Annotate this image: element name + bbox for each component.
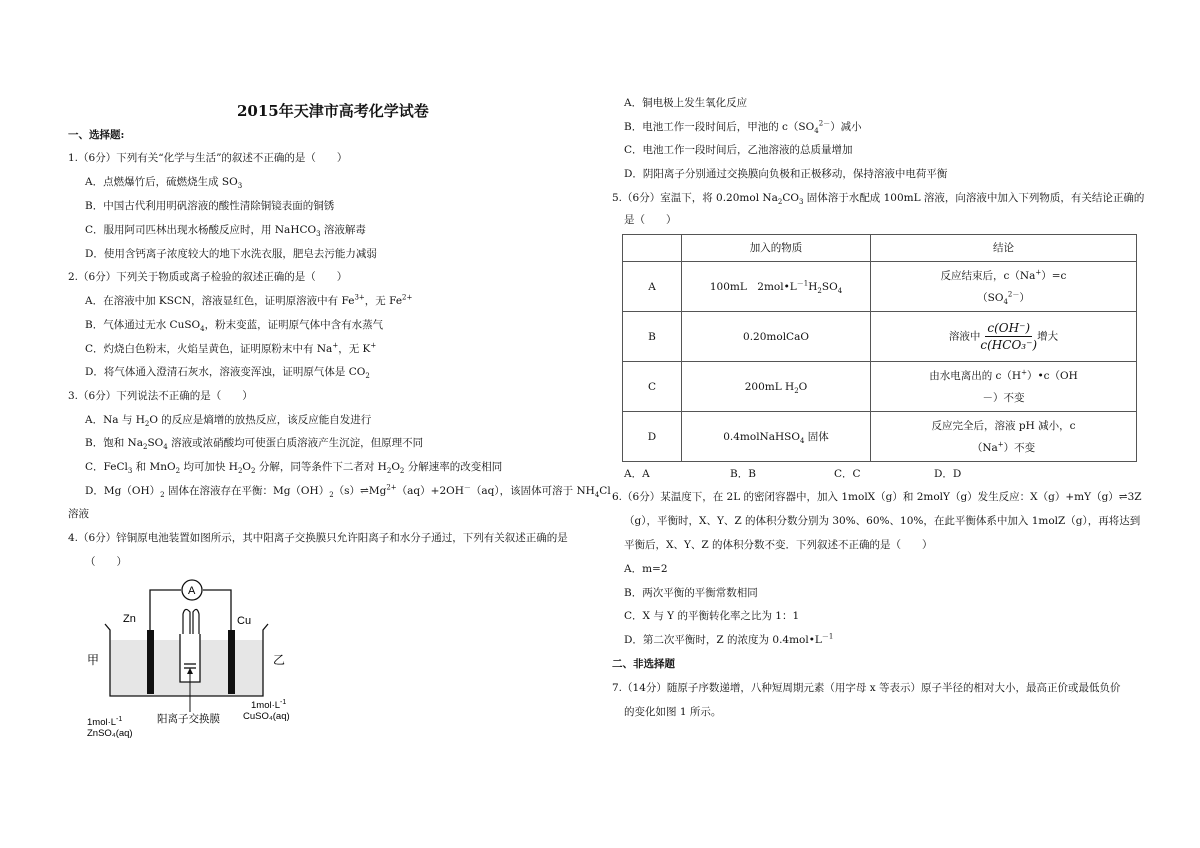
option-label: B — [623, 312, 682, 362]
left-cell-label: 甲 — [87, 653, 100, 667]
option-label: A — [623, 262, 682, 312]
right-cell-label: 乙 — [273, 653, 286, 667]
option-label: D — [623, 412, 682, 462]
header-cell: 加入的物质 — [682, 235, 871, 262]
q4-option-d: D．阴阳离子分别通过交换膜向负极和正极移动，保持溶液中电荷平衡 — [624, 168, 948, 180]
q5-stem-continued: 是（ ） — [624, 214, 677, 226]
q4-stem: 4.（6分）锌铜原电池装置如图所示，其中阳离子交换膜只允许阳离子和水分子通过，下列有关叙述正确的是 — [68, 532, 568, 544]
zinc-electrode — [147, 630, 154, 694]
membrane-pointer-arrow — [187, 668, 193, 674]
q1-option-b: B．中国古代利用明矾溶液的酸性清除铜镜表面的铜锈 — [85, 200, 335, 212]
q1-stem: 1.（6分）下列有关“化学与生活”的叙述不正确的是（ ） — [68, 152, 348, 164]
left-wire — [150, 590, 181, 647]
q5-answer-a: A．A — [624, 468, 650, 480]
left-solution-name: ZnSO₄(aq) — [87, 728, 133, 739]
q5-answer-b: B．B — [730, 468, 756, 480]
q5-answer-d: D．D — [934, 468, 962, 480]
q3-option-a: A．Na 与 $H_2O$ 的反应是熵增的放热反应，该反应能自发进行 — [85, 414, 372, 429]
copper-label: Cu — [237, 615, 252, 627]
concentration-ratio: $\frac{c(OH^-)}{\text{c(HCO₃⁻)}}$ — [980, 321, 1038, 352]
table-row — [623, 312, 1137, 362]
added-substance: 100mL $2mol•L^{-1}H_2SO_4$ — [682, 262, 871, 312]
q6-option-b: B．两次平衡的平衡常数相同 — [624, 587, 758, 599]
q6-option-d: D．第二次平衡时，Z 的浓度为 $0.4mol•L^{-1}$ — [624, 632, 834, 646]
conclusion: 反应结束后，c（Na+）=c $(SO_4^{2-})$ — [871, 262, 1137, 312]
conclusion: 由水电离出的 c（H+）•c（OH －）不变 — [871, 362, 1137, 412]
q6-stem: 6.（6分）某温度下，在 2L 的密闭容器中，加入 1molX（g）和 2molY（g）发生反应：X（g）+mY（g）⇌3Z — [612, 491, 1142, 503]
added-substance: 0.20molCaO — [682, 312, 871, 362]
ammeter-label: A — [188, 585, 196, 597]
table-row — [623, 262, 1137, 312]
q2-option-d: D．将气体通入澄清石灰水，溶液变浑浊，证明原气体是 $CO_2$ — [85, 366, 370, 381]
salt-tube — [183, 609, 199, 634]
q3-option-d: D．$Mg(OH)_2$ 固体在溶液存在平衡：$Mg(OH)_2(s)\rightleftharpoons Mg^{2+}(aq)+2OH^-(aq)$，该固体可溶于 $NH_4Cl$ — [85, 483, 611, 500]
right-wire — [203, 590, 231, 630]
membrane-label: 阳离子交换膜 — [157, 713, 220, 725]
copper-electrode — [228, 630, 235, 694]
q5-stem: 5.（6分）室温下，将 0.20mol $Na_2CO_3$ 固体溶于水配成 100mL 溶液，向溶液中加入下列物质，有关结论正确的 — [612, 192, 1145, 207]
q5-answer-c: C．C — [834, 468, 861, 480]
q6-stem-line-2: （g），平衡时，X、Y、Z 的体积分数分别为 30%、60%、10%，在此平衡体系中加入 1molZ（g），再将达到 — [624, 515, 1141, 527]
q7-stem: 7.（14分）随原子序数递增，八种短周期元素（用字母 x 等表示）原子半径的相对大小，最高正价或最低负价 — [612, 682, 1121, 694]
q2-option-c: C．灼烧白色粉末，火焰呈黄色，证明原粉末中有 Na+，无 K+ — [85, 341, 377, 355]
q4-option-c: C．电池工作一段时间后，乙池溶液的总质量增加 — [624, 144, 853, 156]
right-solution-conc: $1mol\cdot L^{-1}$ — [251, 699, 287, 711]
q2-option-b: B．气体通过无水 CuSO$_4$，粉末变蓝，证明原气体中含有水蒸气 — [85, 319, 384, 334]
q6-stem-line-3: 平衡后，X、Y、Z 的体积分数不变．下列叙述不正确的是（ ） — [624, 539, 933, 551]
q3-option-d-continued: 溶液 — [68, 508, 89, 520]
header-cell: 结论 — [871, 235, 1137, 262]
q3-option-c: C．FeCl$_3$ 和 MnO$_2$ 均可加快 $H_2O_2$ 分解，同等条件下二者对 $H_2O_2$ 分解速率的改变相同 — [85, 461, 503, 476]
q4-option-a: A．铜电极上发生氧化反应 — [624, 97, 748, 109]
q3-option-b: B．饱和 $Na_2SO_4$ 溶液或浓硝酸均可使蛋白质溶液产生沉淀，但原理不同 — [85, 437, 424, 452]
added-substance: 0.4molNaHSO$_4$ 固体 — [682, 412, 871, 462]
q7-stem-line-2: 的变化如图 1 所示。 — [624, 706, 722, 718]
added-substance: 200mL $H_2O$ — [682, 362, 871, 412]
option-label: C — [623, 362, 682, 412]
q2-stem: 2.（6分）下列关于物质或离子检验的叙述正确的是（ ） — [68, 271, 348, 283]
table-row — [623, 412, 1137, 462]
q1-option-a: A．点燃爆竹后，硫燃烧生成 $SO_3$ — [85, 176, 243, 191]
right-solution-name: CuSO₄(aq) — [243, 711, 290, 722]
header-cell — [623, 235, 682, 262]
q1-option-d: D．使用含钙离子浓度较大的地下水洗衣服，肥皂去污能力减弱 — [85, 248, 377, 260]
section-heading-choice: 一、选择题: — [68, 129, 125, 141]
conclusion: 溶液中 $\frac{c(OH^-)}{\text{c(HCO₃⁻)}}$ 增大 — [871, 312, 1137, 362]
q4-stem-continued: （ ） — [85, 556, 127, 568]
q3-stem: 3.（6分）下列说法不正确的是（ ） — [68, 390, 253, 402]
q5-options-table — [622, 234, 1137, 462]
conclusion: 反应完全后，溶液 pH 减小，c （Na+）不变 — [871, 412, 1137, 462]
zinc-copper-cell-diagram — [85, 572, 335, 742]
page-title: 2015年天津市高考化学试卷 — [237, 102, 429, 120]
q6-option-c: C．X 与 Y 的平衡转化率之比为 1：1 — [624, 610, 800, 622]
q4-option-b: B．电池工作一段时间后，甲池的 $c(SO_4^{2-})$减小 — [624, 119, 862, 136]
q2-option-a: A．在溶液中加 KSCN，溶液显红色，证明原溶液中有 $Fe^{3+}$，无 $Fe^{2+}$ — [85, 293, 413, 307]
q6-option-a: A．m=2 — [624, 563, 668, 575]
zinc-label: Zn — [123, 613, 136, 625]
section-heading-nonchoice: 二、非选择题 — [612, 658, 675, 670]
q1-option-c: C．服用阿司匹林出现水杨酸反应时，用 NaHCO$_3$ 溶液解毒 — [85, 224, 366, 239]
left-solution-conc: $1mol\cdot L^{-1}$ — [87, 716, 123, 728]
table-row — [623, 362, 1137, 412]
table-header-row — [623, 235, 1137, 262]
